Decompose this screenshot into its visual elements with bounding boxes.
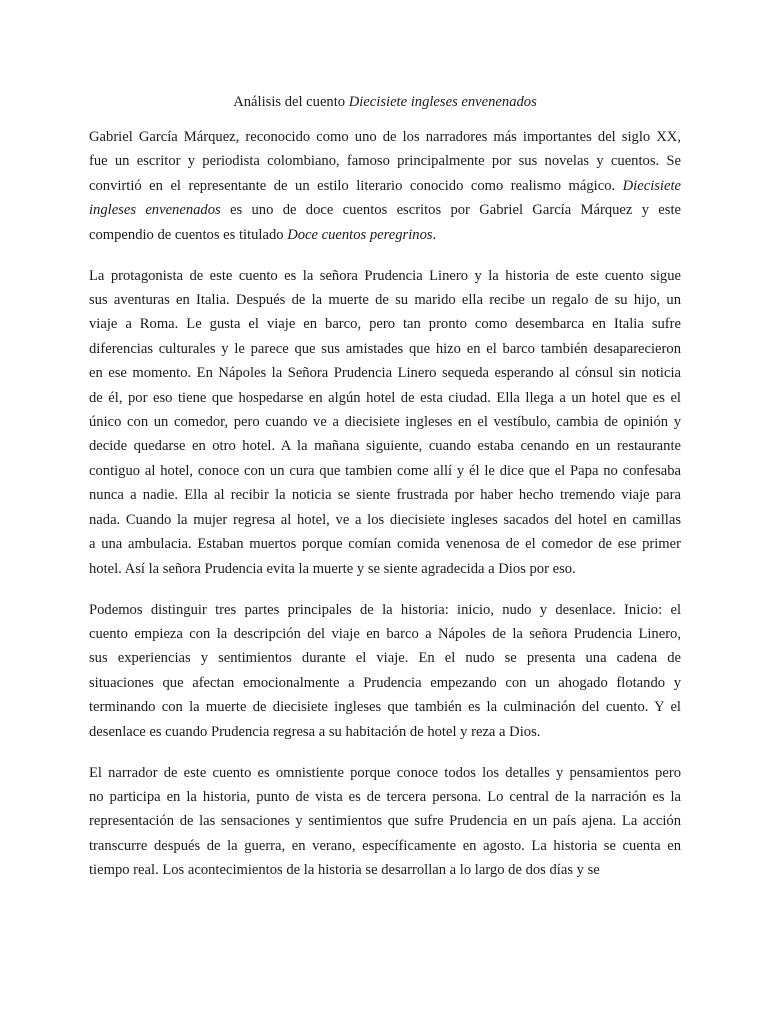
text-run: fue un escritor y periodista colombiano, famoso principalmente por sus novelas y cuentos. Se bbox=[89, 153, 681, 170]
text-line bbox=[89, 459, 681, 483]
text-line bbox=[89, 174, 681, 198]
paragraph bbox=[89, 761, 681, 883]
paragraph bbox=[89, 598, 681, 744]
text-line bbox=[89, 557, 681, 581]
text-line bbox=[89, 532, 681, 556]
text-run: terminando con la muerte de diecisiete ingleses que también es la culminación del cuento. Y el bbox=[89, 699, 681, 716]
text-run: sus experiencias y sentimientos durante el viaje. En el nudo se presenta una cadena de bbox=[89, 650, 681, 667]
text-run: . bbox=[432, 226, 437, 243]
text-run: de él, por eso tiene que hospedarse en algún hotel de esta ciudad. Ella llega a un hotel que es el bbox=[89, 389, 681, 406]
text-line bbox=[89, 125, 681, 149]
text-run: contiguo al hotel, conoce con un cura que tambien come allí y él le dice que el Papa no confesaba bbox=[89, 462, 681, 479]
text-line bbox=[89, 809, 681, 833]
text-run: nunca a nadie. Ella al recibir la noticia se siente frustrada por haber hecho tremendo viaje para bbox=[89, 487, 681, 504]
text-line bbox=[89, 695, 681, 719]
text-run: decide quedarse en otro hotel. A la mañana siguiente, cuando estaba cenando en un restaurante bbox=[89, 438, 681, 455]
text-line bbox=[89, 361, 681, 385]
text-line bbox=[89, 785, 681, 809]
text-line bbox=[89, 646, 681, 670]
text-run: viaje a Roma. Le gusta el viaje en barco, pero tan pronto como desembarca en Italia sufre bbox=[89, 316, 681, 333]
italic-text: Doce cuentos peregrinos bbox=[287, 226, 433, 243]
text-run: es uno de doce cuentos escritos por Gabriel García Márquez y este bbox=[220, 202, 681, 219]
text-run: Podemos distinguir tres partes principales de la historia: inicio, nudo y desenlace. Inicio: el bbox=[89, 601, 681, 618]
text-line bbox=[89, 598, 681, 622]
text-line bbox=[89, 858, 681, 882]
text-line bbox=[89, 834, 681, 858]
paragraph bbox=[89, 125, 681, 247]
text-line bbox=[89, 149, 681, 173]
document-title bbox=[89, 92, 681, 112]
text-line bbox=[89, 483, 681, 507]
italic-text: Diecisiete bbox=[622, 177, 681, 194]
text-run: hotel. Así la señora Prudencia evita la muerte y se siente agradecida a Dios por eso. bbox=[89, 560, 576, 577]
text-line bbox=[89, 312, 681, 336]
text-line bbox=[89, 720, 681, 744]
text-run: único con un comedor, pero cuando ve a diecisiete ingleses en el vestíbulo, cambia de opinión y bbox=[89, 414, 681, 431]
text-run: La protagonista de este cuento es la señora Prudencia Linero y la historia de este cuento sigue bbox=[89, 267, 681, 284]
text-run: tiempo real. Los acontecimientos de la historia se desarrollan a lo largo de dos días y se bbox=[89, 862, 600, 879]
text-run: situaciones que afectan emocionalmente a Prudencia empezando con un ahogado flotando y bbox=[89, 674, 681, 691]
text-run: Gabriel García Márquez, reconocido como uno de los narradores más importantes del siglo XX, bbox=[89, 129, 681, 145]
text-run: convirtió en el representante de un estilo literario conocido como realismo mágico. bbox=[89, 177, 623, 194]
text-run: El narrador de este cuento es omnistiente porque conoce todos los detalles y pensamientos pero bbox=[89, 764, 681, 781]
text-run: desenlace es cuando Prudencia regresa a su habitación de hotel y reza a Dios. bbox=[89, 723, 541, 740]
text-line bbox=[89, 410, 681, 434]
text-line bbox=[89, 622, 681, 646]
text-run: nada. Cuando la mujer regresa al hotel, ve a los diecisiete ingleses sacados del hotel en camillas bbox=[89, 511, 681, 528]
document-body bbox=[89, 125, 681, 899]
text-line bbox=[89, 761, 681, 785]
text-line bbox=[89, 434, 681, 458]
text-line bbox=[89, 288, 681, 312]
text-line bbox=[89, 264, 681, 288]
text-run: compendio de cuentos es titulado bbox=[89, 226, 288, 243]
text-run: en ese momento. En Nápoles la Señora Prudencia Linero sequeda esperando al cónsul sin noticia bbox=[89, 365, 681, 382]
text-run: no participa en la historia, punto de vista es de tercera persona. Lo central de la narración es la bbox=[89, 788, 681, 805]
text-run: transcurre después de la guerra, en verano, específicamente en agosto. La historia se cuenta en bbox=[89, 837, 681, 854]
italic-text: ingleses envenenados bbox=[89, 202, 221, 219]
text-line bbox=[89, 198, 681, 222]
paragraph bbox=[89, 264, 681, 581]
title-italic: Diecisiete ingleses envenenados bbox=[348, 94, 537, 110]
text-run: sus aventuras en Italia. Después de la muerte de su marido ella recibe un regalo de su hijo, un bbox=[89, 292, 681, 309]
title-prefix: Análisis del cuento bbox=[233, 94, 349, 110]
text-run: diferencias culturales y le parece que sus amistades que hizo en el barco también desaparecieron bbox=[89, 340, 681, 357]
text-line bbox=[89, 223, 681, 247]
text-run: representación de las sensaciones y sentimientos que sufre Prudencia en un país ajena. La acción bbox=[89, 813, 681, 830]
text-run: cuento empieza con la descripción del viaje en barco a Nápoles de la señora Prudencia Linero, bbox=[89, 625, 681, 642]
text-line bbox=[89, 386, 681, 410]
text-line bbox=[89, 508, 681, 532]
text-line bbox=[89, 671, 681, 695]
text-line bbox=[89, 337, 681, 361]
text-run: a una ambulacia. Estaban muertos porque comían comida venenosa de el comedor de ese primer bbox=[89, 536, 681, 553]
